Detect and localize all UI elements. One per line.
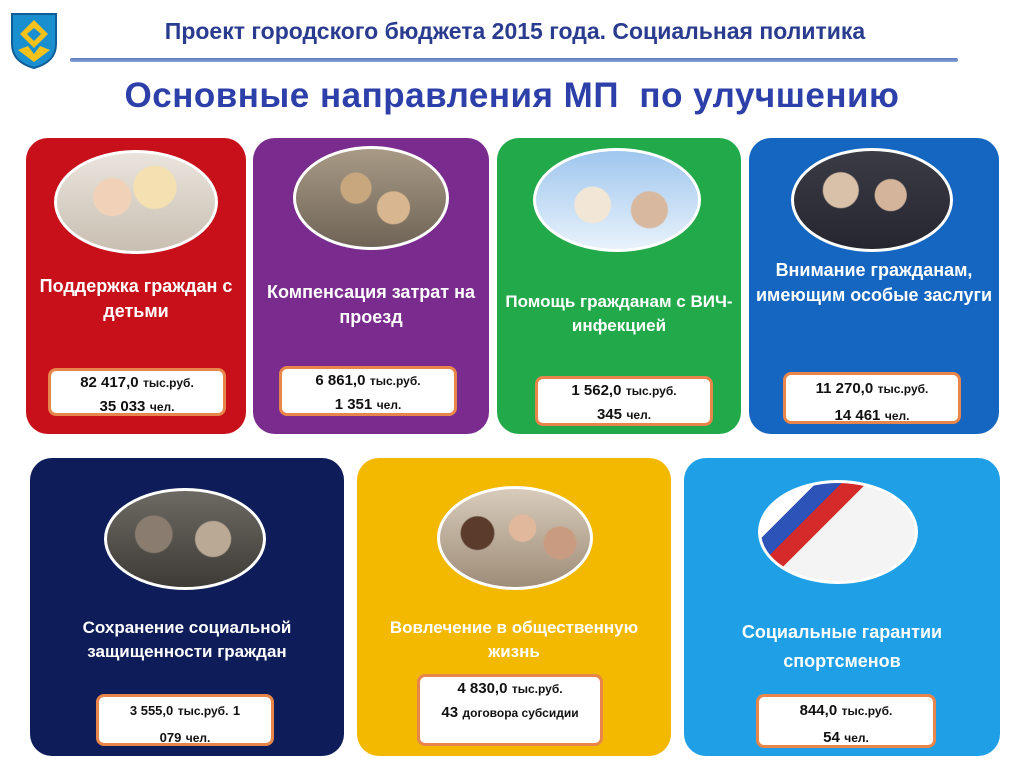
- card-family-support: [26, 138, 246, 434]
- stat-box: [96, 694, 274, 746]
- social-workers-photo: [104, 488, 266, 590]
- count-unit: чел.: [149, 400, 175, 414]
- card-label: Социальные гарантии спортсменов: [741, 622, 943, 671]
- stat-box: [783, 372, 961, 424]
- meeting-photo: [437, 486, 593, 590]
- card-label: Внимание гражданам, имеющим особые заслуги: [755, 260, 993, 306]
- count-value: 1 351: [334, 396, 373, 413]
- stat-box: [279, 366, 457, 416]
- count-value: 43: [441, 704, 459, 721]
- count-value: 54: [823, 729, 840, 747]
- amount-value: 6 861,0: [315, 372, 366, 389]
- card-label: Сохранение социальной защищенности граждан: [82, 618, 292, 661]
- family-sky-photo: [533, 148, 701, 252]
- header-title: Проект городского бюджета 2015 года. Социальная политика: [164, 18, 866, 44]
- amount-value: 11 270,0: [815, 380, 874, 397]
- city-coat-of-arms-logo: [8, 10, 60, 70]
- amount-unit: тыс.руб.: [143, 376, 194, 390]
- card-label: Помощь гражданам с ВИЧ-инфекцией: [505, 292, 733, 335]
- amount-value: 82 417,0: [80, 374, 139, 391]
- card-public-involvement: [357, 458, 671, 756]
- amount-unit: тыс.руб.: [177, 704, 229, 718]
- amount-unit: тыс.руб.: [877, 382, 929, 396]
- header-divider: [70, 58, 958, 62]
- card-label: Вовлечение в общественную жизнь: [389, 618, 639, 661]
- count-unit: договора субсидии: [462, 706, 579, 720]
- card-veterans-attention: [749, 138, 999, 434]
- skier-photo: [758, 480, 918, 584]
- count-value: 14 461: [834, 407, 881, 425]
- reading-people-photo: [293, 146, 449, 250]
- amount-unit: тыс.руб.: [511, 682, 563, 696]
- count-unit: чел.: [376, 398, 402, 412]
- veterans-photo: [791, 148, 953, 252]
- amount-unit: тыс.руб.: [625, 384, 677, 398]
- card-label: Компенсация затрат на проезд: [267, 282, 475, 328]
- count-value-part1: 1: [232, 703, 241, 718]
- count-value: 345: [596, 406, 622, 423]
- amount-unit: тыс.руб.: [841, 704, 893, 718]
- amount-value: 1 562,0: [571, 382, 622, 399]
- stat-box: [48, 368, 226, 416]
- page-title: Основные направления МП по улучшению: [124, 76, 900, 115]
- card-social-protection: [30, 458, 344, 756]
- stat-box: [535, 376, 713, 426]
- amount-value: 844,0: [799, 702, 838, 719]
- family-photo: [54, 150, 218, 254]
- count-unit: чел.: [626, 408, 652, 422]
- count-value-part2: 079: [159, 730, 182, 746]
- stat-box: [756, 694, 936, 748]
- amount-value: 4 830,0: [457, 680, 508, 697]
- stat-box: [417, 674, 603, 746]
- card-travel-compensation: [253, 138, 489, 434]
- count-value: 35 033: [99, 398, 146, 415]
- count-unit: чел.: [884, 409, 910, 424]
- count-unit: чел.: [185, 731, 211, 746]
- amount-unit: тыс.руб.: [369, 374, 421, 388]
- count-unit: чел.: [844, 731, 869, 746]
- card-hiv-assistance: [497, 138, 741, 434]
- amount-value: 3 555,0: [129, 703, 174, 718]
- card-label: Поддержка граждан с детьми: [39, 276, 233, 322]
- card-athlete-guarantees: [684, 458, 1000, 756]
